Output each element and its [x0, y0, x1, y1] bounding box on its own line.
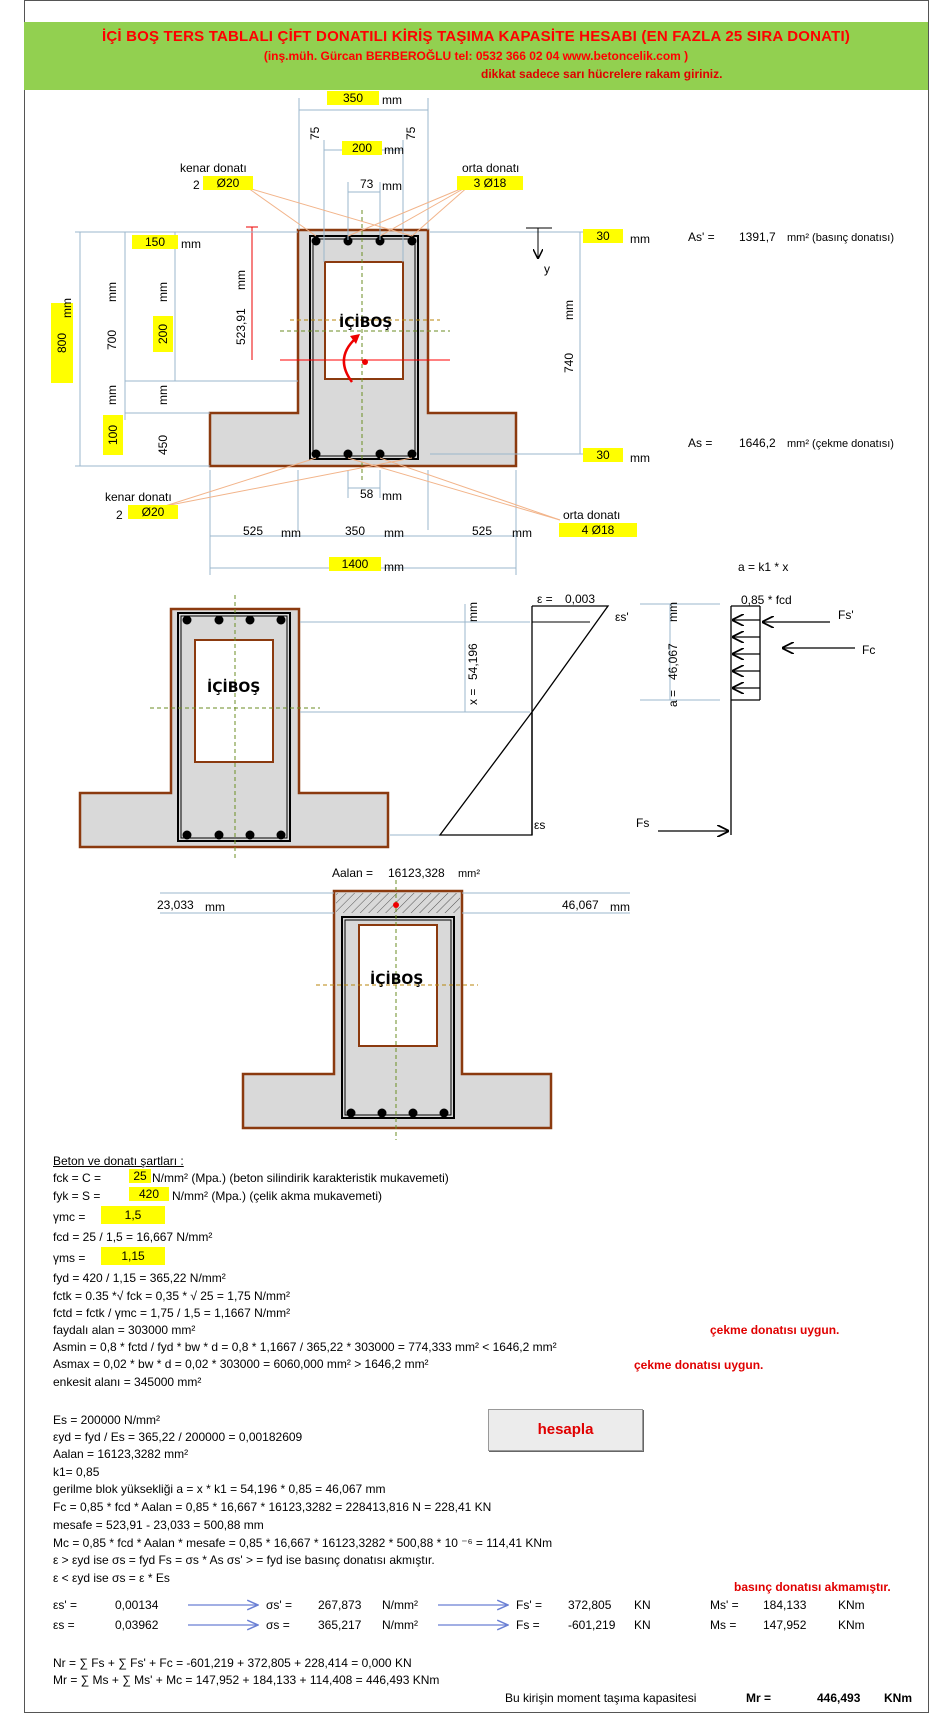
epsilon-value: 0,003: [565, 592, 596, 606]
gamma-mc-label: γmc =: [53, 1210, 86, 1224]
page-title: İÇİ BOŞ TERS TABLALI ÇİFT DONATILI KİRİŞ TAŞIMA KAPASİTE HESABI (EN FAZLA 25 SIRA DONATI): [101, 28, 851, 45]
eps-s-top-label: εs': [615, 610, 629, 624]
ms-top: 184,133: [763, 1598, 807, 1612]
dim-740: 740: [562, 352, 576, 373]
mr-line: Mr = ∑ Ms + ∑ Ms' + Mc = 147,952 + 184,133 + 114,408 = 446,493 KNm: [53, 1673, 440, 1687]
eps-s-top-result-label: εs' =: [53, 1598, 77, 1612]
warning-note: dikkat sadece sarı hücrelere rakam giriniz.: [481, 67, 723, 81]
capacity-label: Bu kirişin moment taşıma kapasitesi: [505, 1691, 697, 1705]
fck-input[interactable]: 25: [129, 1169, 151, 1183]
fyk-input[interactable]: 420: [129, 1187, 169, 1201]
unit: N/mm²: [382, 1618, 418, 1632]
gamma-ms-input[interactable]: 1,15: [101, 1247, 165, 1265]
top-mid-rebar-label: orta donatı: [462, 161, 520, 175]
fyk-label: fyk = S =: [53, 1189, 101, 1203]
mm-label: mm: [562, 300, 576, 320]
fc-label: Fc: [862, 643, 876, 657]
lever-arm-line: mesafe = 523,91 - 23,033 = 500,88 mm: [53, 1518, 264, 1532]
fs-result: -601,219: [568, 1618, 616, 1632]
fc-line: Fc = 0,85 * fcd * Aalan = 0,85 * 16,667 * 16123,3282 = 228413,816 N = 228,41 KN: [53, 1500, 492, 1514]
mm-label: mm: [384, 560, 404, 574]
a-value: 46,067: [666, 643, 680, 680]
mm-label: mm: [205, 900, 225, 914]
mm-label: mm: [610, 900, 630, 914]
mm-label: mm: [384, 143, 404, 157]
mm-label: mm: [105, 385, 119, 405]
section-area-line: enkesit alanı = 345000 mm²: [53, 1375, 202, 1389]
dim-void-width[interactable]: 200: [342, 141, 382, 155]
as-bot-value: 1646,2: [739, 436, 776, 450]
mm-label: mm: [382, 93, 402, 107]
hesapla-button[interactable]: hesapla: [488, 1409, 643, 1451]
dim-cover-left: 75: [308, 126, 322, 140]
top-mid-rebar[interactable]: 3 Ø18: [457, 176, 523, 190]
area-unit: mm²: [458, 868, 480, 880]
fctk-line: fctk = 0.35 *√ fck = 0,35 * √ 25 = 1,75 N/mm²: [53, 1289, 290, 1303]
a-equation: a = k1 * x: [738, 560, 789, 574]
conditions-heading: Beton ve donatı şartları :: [53, 1154, 184, 1168]
section-drawing-3: [160, 880, 630, 1140]
mm-label: mm: [156, 282, 170, 302]
useful-area-line: faydalı alan = 303000 mm²: [53, 1323, 196, 1337]
fcd-label: 0,85 * fcd: [741, 593, 792, 607]
dim-web-mid: 350: [345, 524, 366, 538]
gamma-mc-input[interactable]: 1,5: [101, 1206, 165, 1224]
mr-label: Mr =: [746, 1691, 772, 1705]
dim-700: 700: [105, 329, 119, 350]
mm-label: mm: [181, 237, 201, 251]
unit: KNm: [838, 1598, 865, 1612]
dim-flange-height[interactable]: 150: [132, 235, 178, 249]
mm-label: mm: [382, 179, 402, 193]
asmax-line: Asmax = 0,02 * bw * d = 0,02 * 303000 = 6060,000 mm² > 1646,2 mm²: [53, 1357, 429, 1371]
x-label: x =: [466, 688, 480, 705]
mr-value: 446,493: [817, 1691, 861, 1705]
bottom-mid-rebar[interactable]: 4 Ø18: [559, 523, 637, 537]
bottom-mid-rebar-label: orta donatı: [563, 508, 621, 522]
dim-bottom-cover[interactable]: 30: [583, 448, 623, 462]
unit: KN: [634, 1618, 651, 1632]
dim-200[interactable]: 200: [153, 316, 173, 352]
fyd-line: fyd = 420 / 1,15 = 365,22 N/mm²: [53, 1271, 226, 1285]
void-label: İÇİBOŞ: [207, 680, 261, 696]
ms-top-label: Ms' =: [710, 1598, 739, 1612]
fs-top-result-label: Fs' =: [516, 1598, 542, 1612]
dim-half-a: 23,033: [157, 898, 194, 912]
unit: KN: [634, 1598, 651, 1612]
epsilon-label: ε =: [537, 592, 553, 606]
k1-line: k1= 0,85: [53, 1465, 100, 1479]
sigma-s-top-label: σs' =: [266, 1598, 293, 1612]
as-bot-label: As =: [688, 436, 713, 450]
dim-web-width[interactable]: 350: [327, 91, 379, 105]
area-label: Aalan =: [332, 866, 374, 880]
dim-450: 450: [156, 434, 170, 455]
mr-unit: KNm: [884, 1691, 913, 1705]
min-check-ok: çekme donatısı uygun.: [710, 1323, 840, 1337]
mm-label: mm: [382, 489, 402, 503]
bottom-edge-rebar-count: 2: [116, 508, 123, 522]
y-axis-label: y: [544, 262, 550, 276]
sigma-s-label: σs =: [266, 1618, 290, 1632]
sigma-s-top: 267,873: [318, 1598, 362, 1612]
eyd-line: εyd = fyd / Es = 365,22 / 200000 = 0,00182609: [53, 1430, 303, 1444]
dim-spacing-top: 73: [360, 177, 374, 191]
fs-top-label: Fs': [838, 608, 854, 622]
compression-not-yielded: basınç donatısı akmamıştır.: [734, 1580, 891, 1594]
void-label: İÇİBOŞ: [370, 972, 424, 988]
fyk-description: N/mm² (Mpa.) (çelik akma mukavemeti): [172, 1189, 383, 1203]
max-check-ok: çekme donatısı uygun.: [634, 1358, 764, 1372]
mm-label: mm: [666, 602, 680, 622]
as-top-unit: mm² (basınç donatısı): [787, 232, 894, 244]
top-edge-rebar-diameter[interactable]: Ø20: [203, 176, 253, 190]
block-height-line: gerilme blok yüksekliği a = x * k1 = 54,196 * 0,85 = 46,067 mm: [53, 1482, 386, 1496]
mm-label: mm: [156, 385, 170, 405]
section-drawing-2: [80, 595, 855, 860]
fs-result-label: Fs =: [516, 1618, 540, 1632]
ms-label: Ms =: [710, 1618, 737, 1632]
sigma-s: 365,217: [318, 1618, 362, 1632]
dim-total-height[interactable]: 800: [51, 303, 73, 383]
fctd-line: fctd = fctk / γmc = 1,75 / 1,5 = 1,1667 N/mm²: [53, 1306, 291, 1320]
eps-s-result-label: εs =: [53, 1618, 75, 1632]
eps-s-result: 0,03962: [115, 1618, 159, 1632]
fs-top-result: 372,805: [568, 1598, 612, 1612]
mc-line: Mc = 0,85 * fcd * Aalan * mesafe = 0,85 * 16,667 * 16123,3282 * 500,88 * 10 ⁻⁶ = 114,41 KNm: [53, 1536, 553, 1550]
fck-description: N/mm² (Mpa.) (beton silindirik karakteristik mukavemeti): [152, 1171, 449, 1185]
dim-a: 46,067: [562, 898, 599, 912]
mm-label: mm: [630, 232, 650, 246]
dim-100[interactable]: 100: [103, 415, 123, 455]
eps-s-top-result: 0,00134: [115, 1598, 159, 1612]
mm-label: mm: [512, 526, 532, 540]
author-line: (inş.müh. Gürcan BERBEROĞLU tel: 0532 366 02 04 www.betoncelik.com ): [263, 49, 689, 63]
void-label: İÇİBOŞ: [339, 315, 393, 331]
as-bot-unit: mm² (çekme donatısı): [787, 438, 894, 450]
as-top-value: 1391,7: [739, 230, 776, 244]
x-value: 54,196: [466, 643, 480, 680]
ms: 147,952: [763, 1618, 807, 1632]
asmin-line: Asmin = 0,8 * fctd / fyd * bw * d = 0,8 * 1,1667 / 365,22 * 303000 = 774,333 mm² < 1646,2 mm²: [53, 1340, 557, 1354]
eps-s-label: εs: [534, 818, 546, 832]
a-label: a =: [666, 689, 680, 707]
gamma-ms-label: γms =: [53, 1251, 86, 1265]
es-line: Es = 200000 N/mm²: [53, 1413, 161, 1427]
aalan-line: Aalan = 16123,3282 mm²: [53, 1447, 189, 1461]
unit: KNm: [838, 1618, 865, 1632]
mm-label: mm: [630, 451, 650, 465]
mm-label: mm: [384, 526, 404, 540]
nr-line: Nr = ∑ Fs + ∑ Fs' + Fc = -601,219 + 372,805 + 228,414 = 0,000 KN: [53, 1656, 412, 1670]
top-edge-rebar-label: kenar donatı: [180, 161, 247, 175]
fcd-line: fcd = 25 / 1,5 = 16,667 N/mm²: [53, 1230, 213, 1244]
dim-spacing-bottom: 58: [360, 487, 374, 501]
bottom-edge-rebar-label: kenar donatı: [105, 490, 172, 504]
as-top-label: As' =: [688, 230, 715, 244]
fck-label: fck = C =: [53, 1171, 102, 1185]
unit: N/mm²: [382, 1598, 418, 1612]
dim-total-width[interactable]: 1400: [329, 557, 381, 571]
dim-flange-right: 525: [472, 524, 493, 538]
mm-label: mm: [466, 602, 480, 622]
mm-label: mm: [105, 282, 119, 302]
dim-centroid: 523,91: [234, 308, 248, 345]
bottom-edge-rebar-diameter[interactable]: Ø20: [128, 505, 178, 519]
dim-cover-right: 75: [404, 126, 418, 140]
mm-label: mm: [234, 270, 248, 290]
area-value: 16123,328: [388, 866, 445, 880]
mm-label: mm: [60, 298, 74, 318]
dim-flange-left: 525: [243, 524, 264, 538]
yield-rule-2: ε < εyd ise σs = ε * Es: [53, 1571, 170, 1585]
yield-rule-1: ε > εyd ise σs = fyd Fs = σs * As σs' > = fyd ise basınç donatısı akmıştır.: [53, 1553, 435, 1567]
top-edge-rebar-count: 2: [193, 178, 200, 192]
fs-label: Fs: [636, 816, 650, 830]
dim-top-cover[interactable]: 30: [583, 229, 623, 243]
mm-label: mm: [281, 526, 301, 540]
